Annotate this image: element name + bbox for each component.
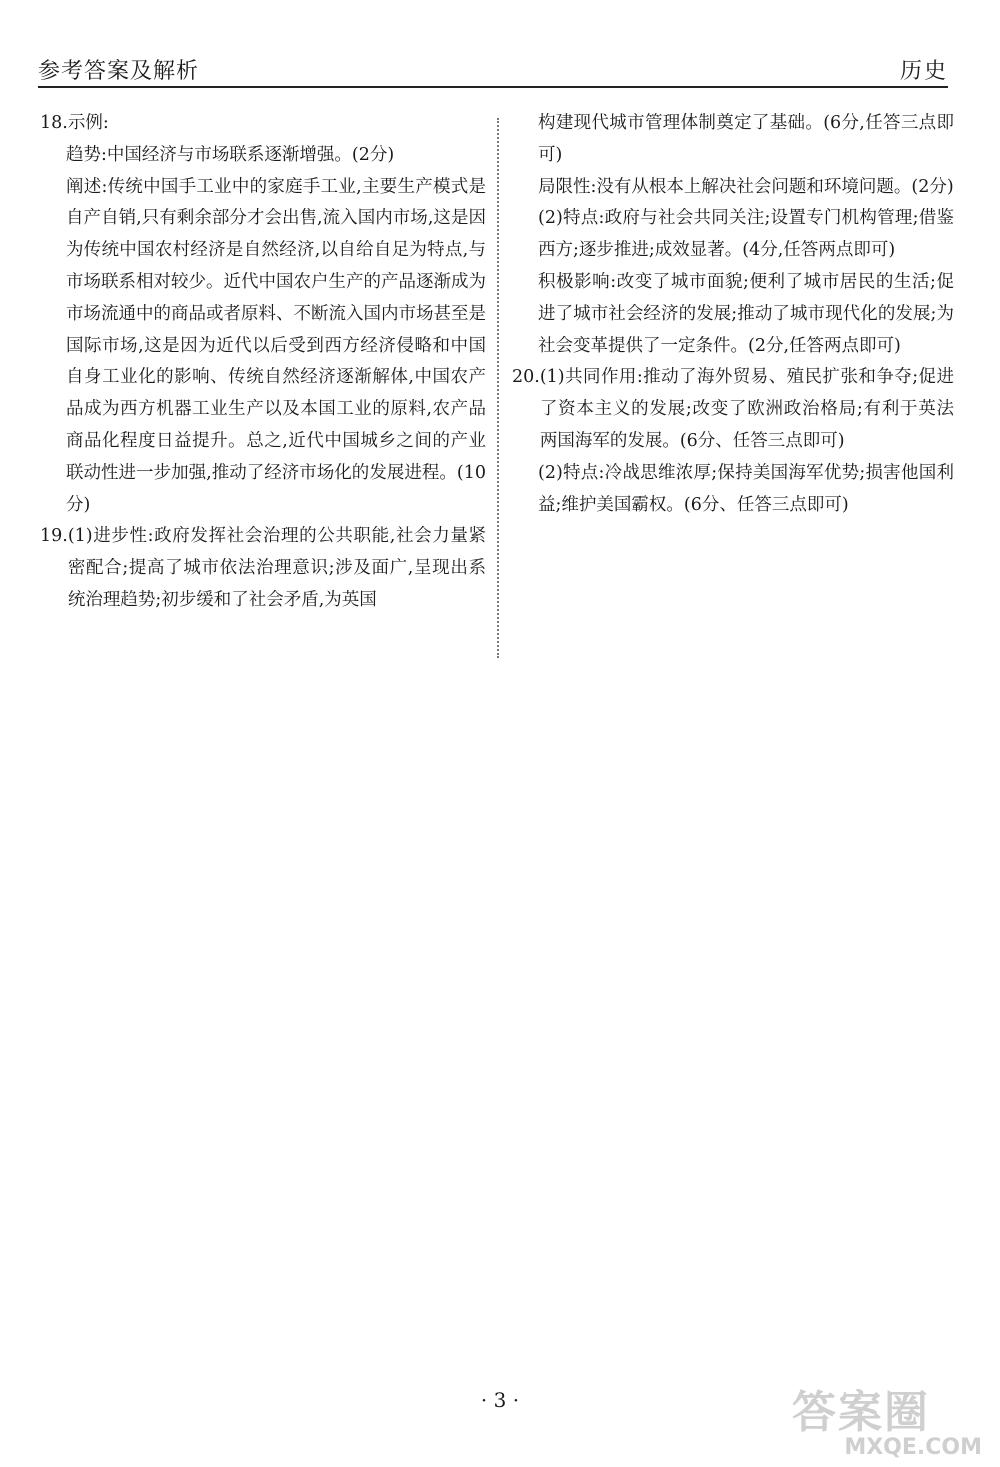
- left-column: [40, 108, 486, 617]
- watermark-url: MXQE.COM: [844, 1435, 982, 1460]
- question-19-part2-impact: 积极影响:改变了城市面貌;便利了城市居民的生活;促进了城市社会经济的发展;推动了城市现代化的发展;为社会变革提供了一定条件。(2分,任答两点即可): [538, 271, 954, 356]
- question-19-part2-features: (2)特点:政府与社会共同关注;设置专门机构管理;借鉴西方;逐步推进;成效显著。(4分,任答两点即可): [538, 208, 954, 261]
- question-19-part1-text: (1)进步性:政府发挥社会治理的公共职能,社会力量紧密配合;提高了城市依法治理意识;涉及面广,呈现出系统治理趋势;初步缓和了社会矛盾,为英国: [67, 526, 486, 610]
- question-18: [40, 108, 486, 521]
- question-20-part2: (2)特点:冷战思维浓厚;保持美国海军优势;损害他国利益;维护美国霸权。(6分、任答三点即可): [538, 462, 954, 515]
- page-number: · 3 ·: [480, 1388, 520, 1412]
- question-20: [512, 362, 954, 521]
- right-column: [512, 108, 954, 521]
- question-19-number: 19.: [40, 526, 68, 547]
- header-subject: 历史: [899, 59, 948, 84]
- column-divider: [497, 118, 499, 658]
- question-18-label: 示例:: [67, 113, 109, 133]
- page-header: [38, 50, 948, 88]
- question-20-number: 20.: [512, 367, 540, 388]
- question-18-explanation: 阐述:传统中国手工业中的家庭手工业,主要生产模式是自产自销,只有剩余部分才会出售,流入国内市场,这是因为传统中国农村经济是自然经济,以自给自足为特点,与市场联系相对较少。近代中国农户生产的产品逐渐成为市场流通中的商品或者原料、不断流入国内市场甚至是国际市场,这是因为近代以后受到西方经济侵略和中国自身工业化的影响、传统自然经济逐渐解体,中国农产品成为西方机器工业生产以及本国工业的原料,农产品商品化程度日益提升。总之,近代中国城乡之间的产业联动性进一步加强,推动了经济市场化的发展进程。(10分): [66, 176, 486, 515]
- question-18-trend: 趋势:中国经济与市场联系逐渐增强。(2分): [66, 144, 395, 165]
- question-19-continuation: 构建现代城市管理体制奠定了基础。(6分,任答三点即可): [538, 113, 954, 165]
- watermark-logo: [792, 1387, 982, 1462]
- question-18-number: 18.: [40, 113, 68, 133]
- watermark-glyphs: 答案圈: [792, 1387, 930, 1438]
- header-title: 参考答案及解析: [38, 59, 200, 84]
- question-19: [40, 521, 486, 616]
- question-19-limitation: 局限性:没有从根本上解决社会问题和环境问题。(2分): [538, 176, 954, 197]
- question-20-part1: (1)共同作用:推动了海外贸易、殖民扩张和争夺;促进了资本主义的发展;改变了欧洲政治格局;有利于英法两国海军的发展。(6分、任答三点即可): [539, 367, 954, 451]
